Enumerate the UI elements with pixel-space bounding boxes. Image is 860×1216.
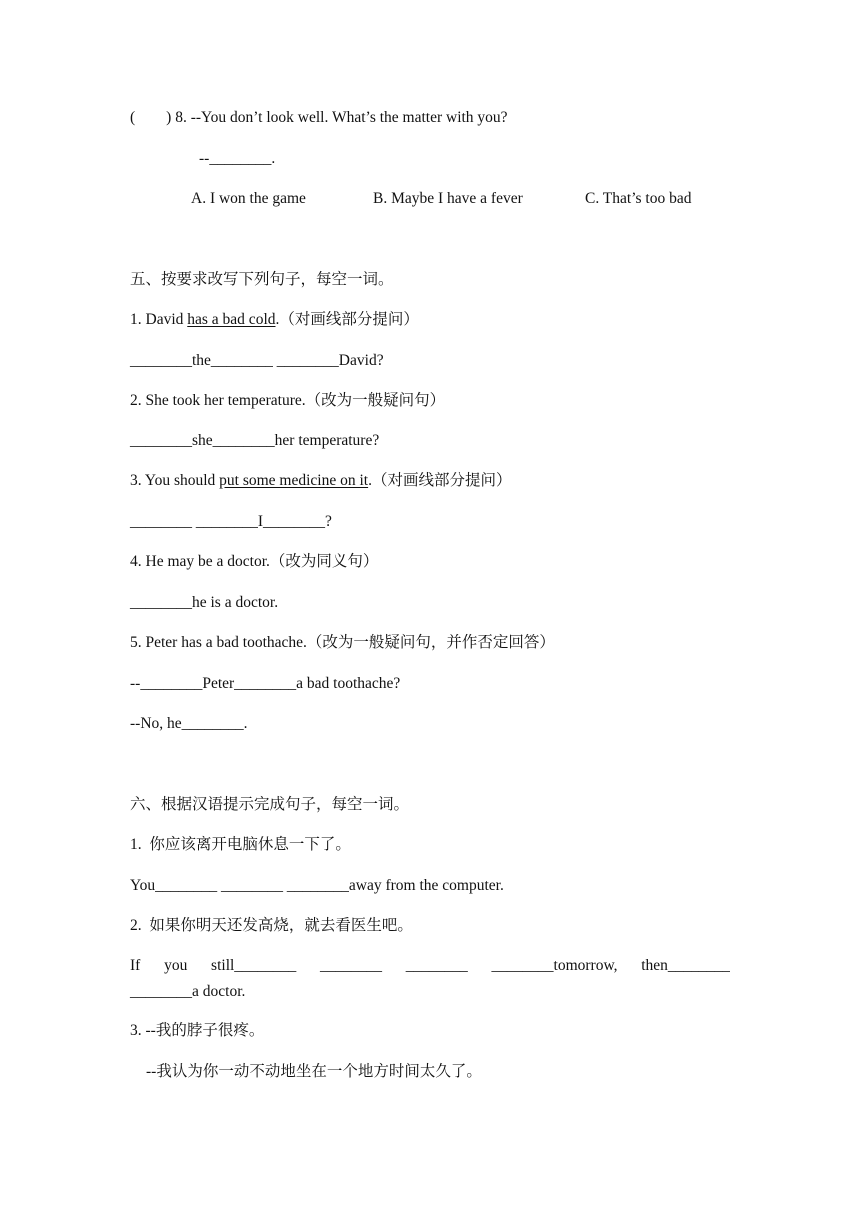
q8-option-c: C. That’s too bad <box>585 190 692 207</box>
q8-answer-line: --________. <box>199 150 276 167</box>
underlined-phrase: has a bad cold <box>187 311 276 328</box>
s5-item5-answer2: --No, he________. <box>130 715 248 732</box>
s5-item2: 2. She took her temperature.（改为一般疑问句） <box>130 392 446 409</box>
s6-item2-answer: If you still________ ________ ________ ________tomorrow, then________ <box>130 957 730 974</box>
s5-item4-answer: ________he is a doctor. <box>130 594 279 611</box>
s5-item3-answer: ________ ________I________? <box>130 513 332 530</box>
s5-item1: 1. David has a bad cold.（对画线部分提问） <box>130 311 419 328</box>
answer-bracket: ( ) 8. <box>130 109 191 126</box>
section5-title: 五、按要求改写下列句子，每空一词。 <box>130 271 394 288</box>
section6-title: 六、根据汉语提示完成句子，每空一词。 <box>130 796 410 813</box>
q8-question: ( ) 8. --You don’t look well. What’s the matter with you? <box>130 109 508 126</box>
s5-item3: 3. You should put some medicine on it.（对画线部分提问） <box>130 472 512 489</box>
s5-item4: 4. He may be a doctor.（改为同义句） <box>130 553 379 570</box>
underlined-phrase: put some medicine on it <box>219 472 369 489</box>
s5-item2-answer: ________she________her temperature? <box>130 432 380 449</box>
s5-item1-answer: ________the________ ________David? <box>130 352 384 369</box>
s6-item3: 3. --我的脖子很疼。 <box>130 1022 265 1039</box>
s6-item1-answer: You________ ________ ________away from the computer. <box>130 877 504 894</box>
q8-option-b: B. Maybe I have a fever <box>373 190 523 207</box>
s6-item2: 2. 如果你明天还发高烧，就去看医生吧。 <box>130 917 413 934</box>
s6-item3-reply: --我认为你一动不动地坐在一个地方时间太久了。 <box>146 1063 482 1080</box>
s6-item1: 1. 你应该离开电脑休息一下了。 <box>130 836 351 853</box>
s6-item2-answer-cont: ________a doctor. <box>130 983 246 1000</box>
s5-item5: 5. Peter has a bad toothache.（改为一般疑问句，并作否定回答） <box>130 634 555 651</box>
s5-item5-answer: --________Peter________a bad toothache? <box>130 675 401 692</box>
q8-option-a: A. I won the game <box>191 190 306 207</box>
